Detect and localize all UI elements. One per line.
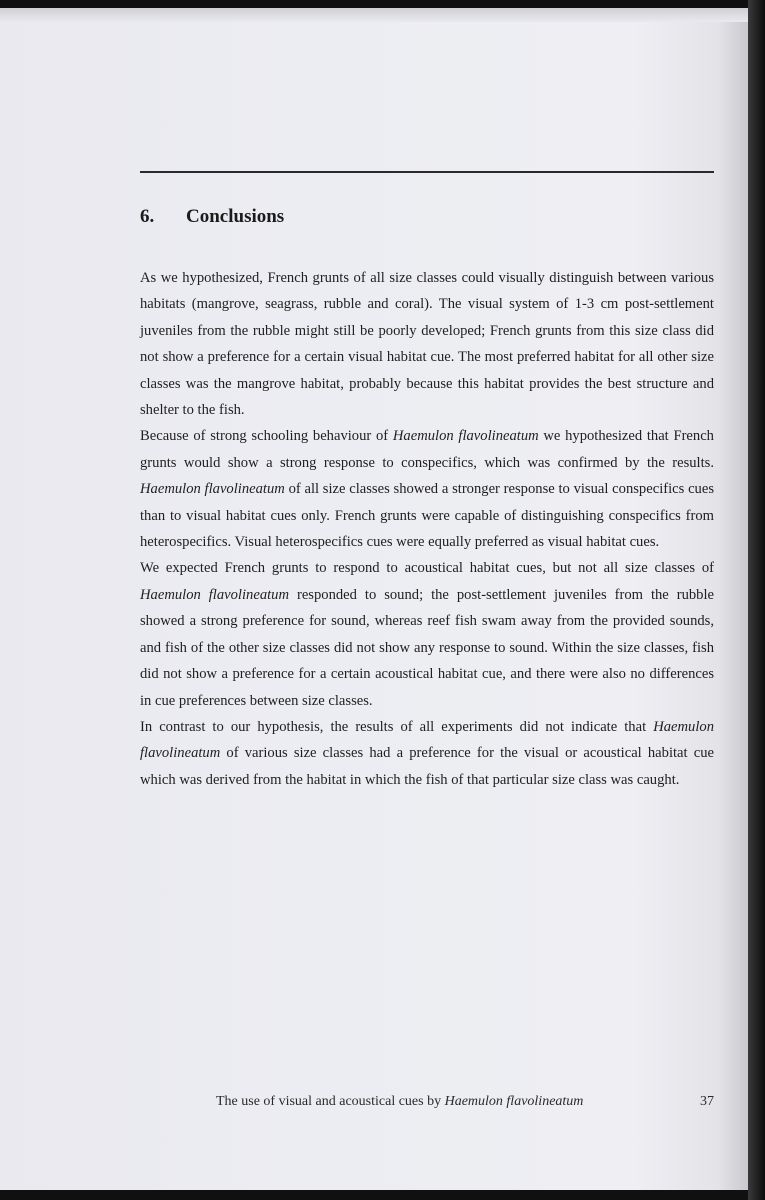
paragraph-text: We expected French grunts to respond to acoustical habitat cues, but not all size classes of bbox=[140, 560, 714, 577]
section-title: Conclusions bbox=[186, 206, 285, 227]
paragraph-text: Because of strong schooling behaviour of bbox=[140, 428, 393, 445]
section-heading bbox=[140, 206, 284, 228]
paragraph bbox=[140, 714, 714, 793]
paragraph-text: we hypothesized that French grunts would show a strong response to conspecifics, which was confirmed by the results. bbox=[140, 428, 714, 471]
species-name: Haemulon flavolineatum bbox=[140, 586, 290, 603]
paragraph-text: responded to sound; the post-settlement juveniles from the rubble showed a strong preference for sound, whereas reef fish swam away from the provided sounds, and fish of the other size classes did not show any response to sound. Within the size classes, fish did not show a preference for a certain acoustical habitat cue, and there were also no differences in cue preferences between size classes. bbox=[140, 586, 715, 709]
show-through-top bbox=[130, 128, 710, 188]
running-title-species: Haemulon flavolineatum bbox=[444, 1094, 584, 1109]
section-rule bbox=[140, 171, 714, 173]
paragraph bbox=[140, 423, 714, 555]
species-name: Haemulon flavolineatum bbox=[140, 718, 714, 762]
document-page bbox=[0, 8, 748, 1190]
paragraph-text: As we hypothesized, French grunts of all size classes could visually distinguish between various habitats (mangrove, seagrass, rubble and coral). The visual system of 1-3 cm post-settlement juveniles from the rubble might still be poorly developed; French grunts from this size class did not show a preference for a certain visual habitat cue. The most preferred habitat for all other size classes was the mangrove habitat, probably because this habitat provides the best structure and shelter to the fish. bbox=[140, 270, 714, 419]
species-name: Haemulon flavolineatum bbox=[140, 481, 285, 498]
running-title bbox=[216, 1094, 583, 1110]
running-title-text: The use of visual and acoustical cues by bbox=[216, 1094, 445, 1109]
page-top-shadow bbox=[0, 8, 748, 22]
paragraph bbox=[140, 265, 714, 423]
paragraph-text: of all size classes showed a stronger response to visual conspecifics cues than to visual habitat cues only. French grunts were capable of distinguishing conspecifics from heterospecifics. Visual heterospecifics cues were equally preferred as visual habitat cues. bbox=[140, 481, 714, 551]
book-spine-edge bbox=[748, 0, 765, 1200]
section-number: 6. bbox=[140, 206, 155, 227]
page-number: 37 bbox=[700, 1094, 714, 1109]
body-text bbox=[140, 265, 714, 793]
paragraph-text: of various size classes had a preference for the visual or acoustical habitat cue which was derived from the habitat in which the fish of that particular size class was caught. bbox=[140, 745, 714, 788]
paragraph-text: In contrast to our hypothesis, the results of all experiments did not indicate that bbox=[140, 718, 654, 735]
paragraph bbox=[140, 555, 714, 713]
species-name: Haemulon flavolineatum bbox=[392, 428, 539, 445]
